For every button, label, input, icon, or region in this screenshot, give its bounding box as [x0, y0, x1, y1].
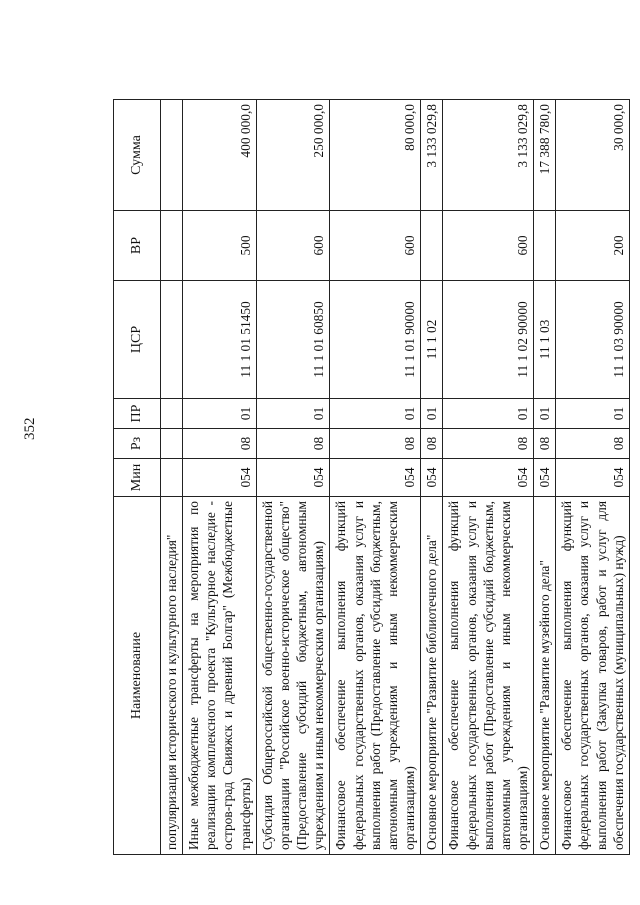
row-min: 054: [556, 459, 630, 497]
row-name: Иные межбюджетные трансферты на мероприятия по реализации комплексного проекта "Культурное наследие - остров-град Свияжск и древний Болгар" (Межбюджетные трансферты): [183, 497, 257, 855]
row-rz: 08: [421, 429, 443, 459]
row-sum: 3 133 029,8: [443, 100, 534, 211]
row-sum: 250 000,0: [256, 100, 330, 211]
row-vr: 600: [256, 211, 330, 281]
page-number: 352: [22, 417, 38, 440]
rotated-sheet: [113, 100, 626, 855]
row-vr: 600: [330, 211, 421, 281]
row-csr: 11 1 03: [534, 281, 556, 399]
header-rz: Рз: [114, 429, 161, 459]
table-row: [421, 100, 443, 855]
table-header-row: [114, 100, 161, 855]
table-row: [183, 100, 257, 855]
row-name: Финансовое обеспечение выполнения функций федеральных государственных органов, оказания услуг и выполнения работ (Предоставление субсидий бюджетным, автономным учреждениям и иным некоммерческим организациям): [443, 497, 534, 855]
row-pr: 01: [330, 399, 421, 429]
row-vr: 200: [556, 211, 630, 281]
row-min: 054: [183, 459, 257, 497]
row-vr: 500: [183, 211, 257, 281]
table-row: [330, 100, 421, 855]
row-sum: 3 133 029,8: [421, 100, 443, 211]
row-pr: 01: [556, 399, 630, 429]
row-pr: 01: [443, 399, 534, 429]
row-sum: 17 388 780,0: [534, 100, 556, 211]
row-pr: 01: [421, 399, 443, 429]
row-rz: 08: [443, 429, 534, 459]
row-min: 054: [256, 459, 330, 497]
table-row: [556, 100, 630, 855]
row-pr: 01: [534, 399, 556, 429]
header-name: Наименование: [114, 497, 161, 855]
row-sum: 400 000,0: [183, 100, 257, 211]
header-vr: ВР: [114, 211, 161, 281]
row-csr: 11 1 01 51450: [183, 281, 257, 399]
row-pr: 01: [183, 399, 257, 429]
row-csr: 11 1 02 90000: [443, 281, 534, 399]
row-rz: 08: [556, 429, 630, 459]
header-sum: Сумма: [114, 100, 161, 211]
row-min: 054: [443, 459, 534, 497]
header-min: Мин: [114, 459, 161, 497]
row-min: 054: [534, 459, 556, 497]
header-csr: ЦСР: [114, 281, 161, 399]
row-name: Финансовое обеспечение выполнения функций федеральных государственных органов, оказания услуг и выполнения работ (Предоставление субсидий бюджетным, автономным учреждениям и иным некоммерческим организациям): [330, 497, 421, 855]
row-csr: 11 1 03 90000: [556, 281, 630, 399]
row-name: Финансовое обеспечение выполнения функций федеральных государственных органов, оказания услуг и выполнения работ (Закупка товаров, работ и услуг для обеспечения государственных (муниципальных) нужд): [556, 497, 630, 855]
row-name: Субсидия Общероссийской общественно-государственной организации "Российское военно-историческое общество" (Предоставление субсидий бюджетным, автономным учреждениям и иным некоммерческим организациям): [256, 497, 330, 855]
row-csr: 11 1 02: [421, 281, 443, 399]
table-row: [534, 100, 556, 855]
row-name: Основное мероприятие "Развитие библиотечного дела": [421, 497, 443, 855]
table-row: [256, 100, 330, 855]
continuation-text: популяризация исторического и культурного наследия": [161, 497, 183, 855]
row-csr: 11 1 01 90000: [330, 281, 421, 399]
row-csr: 11 1 01 60850: [256, 281, 330, 399]
row-rz: 08: [534, 429, 556, 459]
row-rz: 08: [330, 429, 421, 459]
row-sum: 30 000,0: [556, 100, 630, 211]
row-vr: [534, 211, 556, 281]
row-sum: 80 000,0: [330, 100, 421, 211]
row-min: 054: [421, 459, 443, 497]
continuation-row: [161, 100, 183, 855]
row-vr: [421, 211, 443, 281]
row-vr: 600: [443, 211, 534, 281]
table-row: [443, 100, 534, 855]
row-rz: 08: [256, 429, 330, 459]
row-min: 054: [330, 459, 421, 497]
budget-table: [113, 99, 630, 855]
row-pr: 01: [256, 399, 330, 429]
row-rz: 08: [183, 429, 257, 459]
header-pr: ПР: [114, 399, 161, 429]
row-name: Основное мероприятие "Развитие музейного дела": [534, 497, 556, 855]
